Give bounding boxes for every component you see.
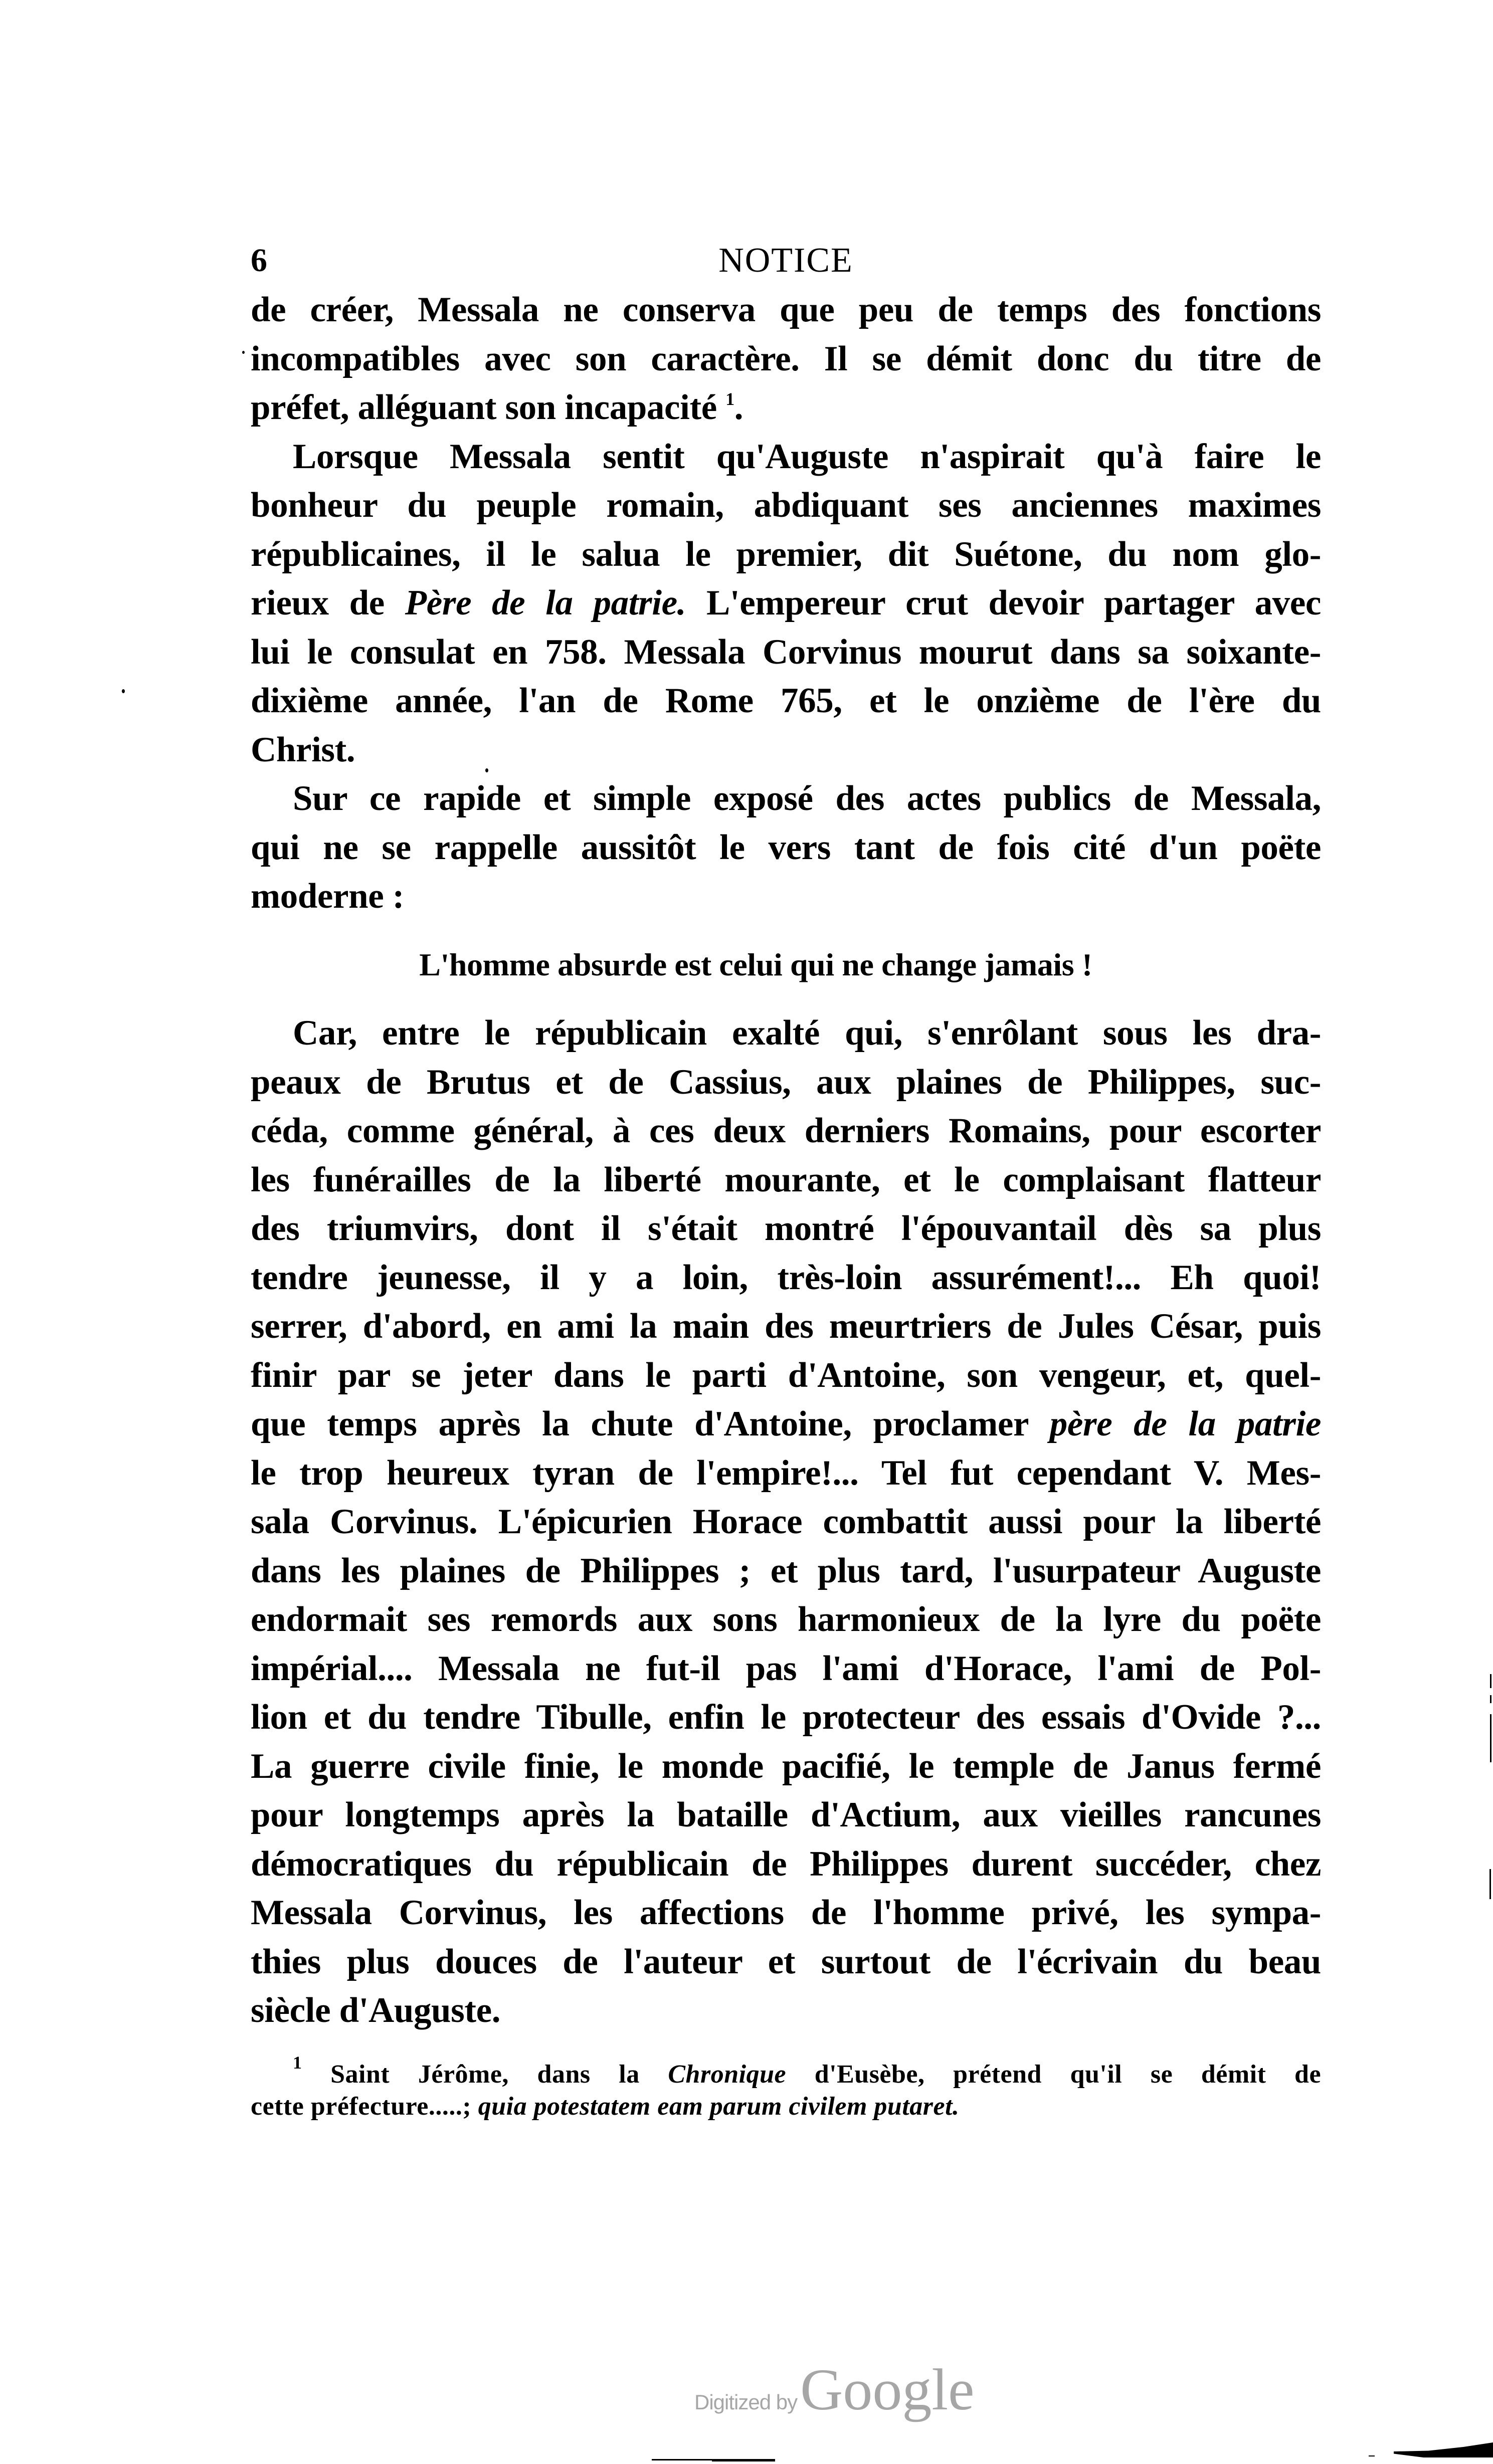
text-line: lui le consulat en 758. Messala Corvinus mourut dans sa soixante- — [251, 632, 1321, 672]
body-text — [251, 286, 1321, 2035]
text-line: lion et du tendre Tibulle, enfin le protecteur des essais d'Ovide ?... — [251, 1698, 1321, 1737]
footnote-marker: 1 — [293, 2052, 302, 2073]
italic-title: Chronique — [668, 2060, 787, 2089]
text-span: rieux de — [251, 583, 385, 623]
text-line: des triumvirs, dont il s'était montré l'épouvantail dès sa plus — [251, 1209, 1321, 1248]
paragraph-2 — [251, 433, 1321, 775]
paragraph-4 — [251, 1009, 1321, 2035]
verse-quotation: L'homme absurde est celui qui ne change jamais ! — [419, 946, 1092, 982]
scan-corner-mark — [1369, 2455, 1375, 2456]
text-line: céda, comme général, à ces deux derniers Romains, pour escorter — [251, 1111, 1321, 1150]
text-line — [251, 579, 1321, 628]
scan-corner-smudge — [1394, 2442, 1493, 2457]
text-line: pour longtemps après la bataille d'Actium, aux vieilles rancunes — [251, 1795, 1321, 1834]
google-logo-text: Google — [800, 2357, 975, 2422]
running-title: NOTICE — [718, 241, 853, 280]
text-line: serrer, d'abord, en ami la main des meurtriers de Jules César, puis — [251, 1307, 1321, 1346]
scan-speck — [485, 768, 488, 772]
text-line: dixième année, l'an de Rome 765, et le onzième de l'ère du — [251, 681, 1321, 720]
latin-quote: quia potestatem eam parum civilem putaret. — [478, 2092, 960, 2121]
scan-speck — [242, 351, 245, 354]
text-line: tendre jeunesse, il y a loin, très-loin assurément!... Eh quoi! — [251, 1258, 1321, 1297]
page-number: 6 — [251, 242, 267, 279]
text-line: qui ne se rappelle aussitôt le vers tant de fois cité d'un poëte — [251, 828, 1321, 867]
text-line: Car, entre le républicain exalté qui, s'enrôlant sous les dra- — [293, 1013, 1321, 1053]
text-line: impérial.... Messala ne fut-il pas l'ami d'Horace, l'ami de Pol- — [251, 1649, 1321, 1688]
text-line: endormait ses remords aux sons harmonieux de la lyre du poëte — [251, 1600, 1321, 1639]
paragraph-3 — [251, 774, 1321, 921]
text-span: . — [734, 388, 743, 427]
scan-edge-mark — [1489, 1869, 1491, 1899]
digitized-by-google-watermark — [694, 2356, 974, 2424]
italic-phrase: père de la patrie — [1049, 1404, 1321, 1444]
footnote — [251, 2052, 1322, 2123]
text-line: républicaines, il le salua le premier, dit Suétone, du nom glo- — [251, 534, 1321, 574]
watermark-prefix: Digitized by — [694, 2390, 798, 2414]
text-line: thies plus douces de l'auteur et surtout de l'écrivain du beau — [251, 1942, 1321, 1981]
text-span: que temps après la chute d'Antoine, proclamer — [251, 1404, 1028, 1444]
text-span: préfet, alléguant son incapacité — [251, 388, 717, 427]
running-head — [251, 236, 1321, 286]
book-page — [251, 236, 1321, 2123]
text-line: bonheur du peuple romain, abdiquant ses anciennes maximes — [251, 486, 1321, 525]
text-line: finir par se jeter dans le parti d'Antoine, son vengeur, et, quel- — [251, 1355, 1321, 1395]
footnote-line — [251, 2091, 1321, 2123]
text-line: peaux de Brutus et de Cassius, aux plaines de Philippes, suc- — [251, 1062, 1321, 1102]
text-span: d'Eusèbe, prétend qu'il se démit de — [814, 2060, 1322, 2089]
text-line: de créer, Messala ne conserva que peu de temps des fonctions — [251, 290, 1321, 329]
text-line — [251, 383, 1321, 433]
text-line: Messala Corvinus, les affections de l'homme privé, les sympa- — [251, 1893, 1321, 1932]
text-line: Lorsque Messala sentit qu'Auguste n'aspirait qu'à faire le — [293, 437, 1321, 476]
text-span: cette préfecture.....; — [251, 2092, 472, 2121]
text-line: dans les plaines de Philippes ; et plus tard, l'usurpateur Auguste — [251, 1551, 1321, 1590]
text-line: incompatibles avec son caractère. Il se démit donc du titre de — [251, 339, 1321, 378]
text-span: Saint Jérôme, dans la — [330, 2060, 640, 2089]
paragraph-1 — [251, 286, 1321, 433]
text-line: sala Corvinus. L'épicurien Horace combattit aussi pour la liberté — [251, 1502, 1321, 1541]
text-line: démocratiques du républicain de Philippes durent succéder, chez — [251, 1844, 1321, 1884]
text-line: La guerre civile finie, le monde pacifié, le temple de Janus fermé — [251, 1746, 1321, 1786]
scan-edge-mark — [1490, 1714, 1491, 1762]
scan-edge-mark — [1490, 1695, 1491, 1703]
scan-rule-mark — [712, 2460, 775, 2461]
text-line: le trop heureux tyran de l'empire!... Tel fut cependant V. Mes- — [251, 1453, 1321, 1493]
scan-edge-mark — [1490, 1674, 1491, 1688]
text-line: les funérailles de la liberté mourante, et le complaisant flatteur — [251, 1160, 1321, 1199]
text-line — [251, 1400, 1321, 1449]
text-line: moderne : — [251, 877, 404, 916]
scan-speck — [122, 689, 125, 693]
italic-phrase: Père de la patrie. — [405, 583, 686, 623]
text-line: Sur ce rapide et simple exposé des actes publics de Messala, — [293, 779, 1321, 818]
text-span: L'empereur crut devoir partager avec — [706, 583, 1321, 623]
text-line: siècle d'Auguste. — [251, 1991, 501, 2030]
text-line: Christ. — [251, 730, 355, 769]
footnote-line — [251, 2052, 1322, 2091]
footnote-ref[interactable]: 1 — [725, 389, 734, 409]
